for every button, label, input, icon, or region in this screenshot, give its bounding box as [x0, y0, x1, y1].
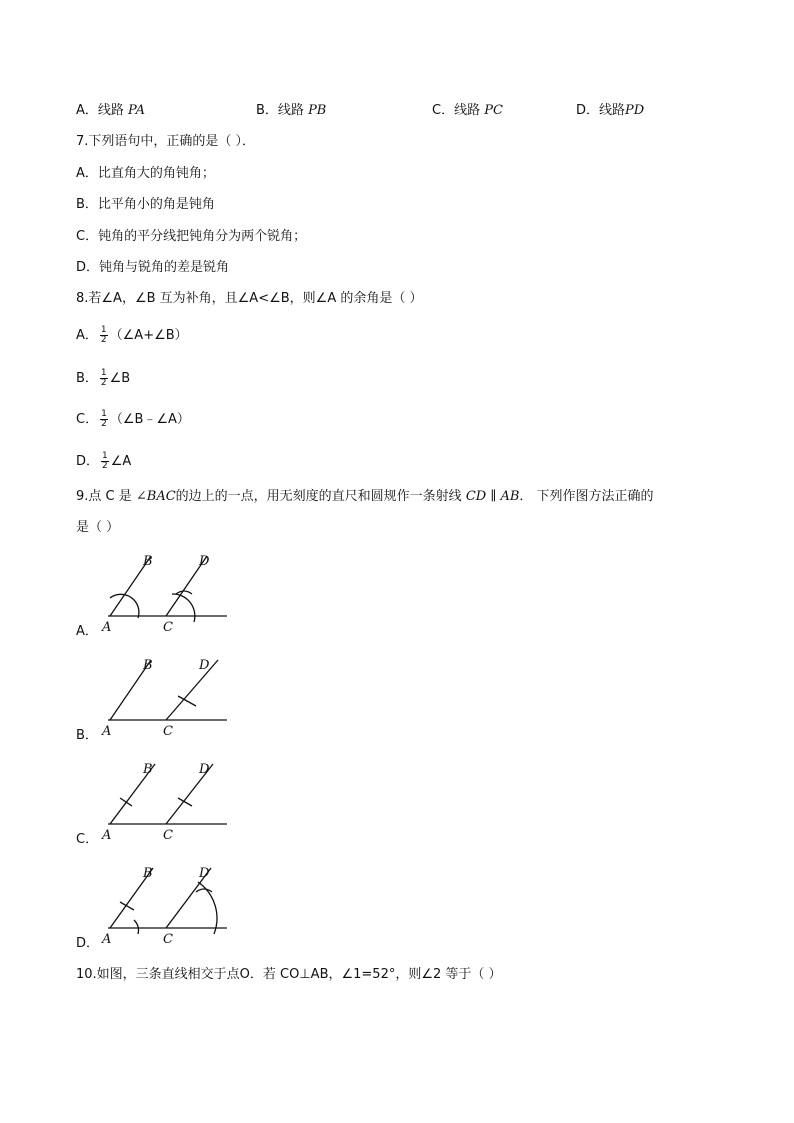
label-b: B [143, 866, 153, 881]
fraction-numerator: 1 [100, 325, 107, 335]
label-d: D [199, 658, 210, 673]
q6-option-d-letter: D． [576, 103, 600, 118]
q8-option-c-letter: C． [76, 412, 99, 427]
label-a: A [102, 932, 112, 947]
q8-option-b-fraction [100, 369, 108, 388]
label-b: B [143, 658, 153, 673]
q9-stem-line2: 是（ ） [76, 520, 120, 535]
q6-option-a [76, 102, 145, 120]
arc-mark-d [196, 889, 212, 892]
q6-option-d-math: PD [625, 103, 645, 118]
label-c: C [163, 724, 173, 739]
label-a: A [102, 828, 112, 843]
q7-option-a: A．比直角大的角钝角； [76, 166, 215, 181]
q6-option-d [576, 102, 644, 120]
q9-option-b-letter: B． [76, 728, 98, 743]
q9-figure-b [100, 654, 235, 739]
label-c: C [163, 828, 173, 843]
q9-option-d-letter: D． [76, 936, 100, 951]
q8-option-d-letter: D． [76, 454, 100, 469]
q9-figure-c [100, 758, 235, 843]
q9-stem-pre: 9.点 C 是 [76, 489, 136, 504]
q8-option-a-fraction [100, 326, 108, 345]
q6-option-a-text: 线路 [97, 103, 129, 118]
label-b: B [143, 554, 153, 569]
label-d: D [199, 866, 210, 881]
q8-option-d [76, 452, 131, 471]
q9-stem [76, 488, 654, 506]
q6-option-c [432, 102, 503, 120]
q10-stem: 10.如图，三条直线相交于点O．若 CO⊥AB，∠1=52°，则∠2 等于（ ） [76, 967, 502, 982]
q9-option-c-letter: C． [76, 832, 99, 847]
label-c: C [163, 620, 173, 635]
ray-cd [166, 660, 218, 720]
q8-option-b-expr: ∠B [109, 371, 131, 386]
q8-option-b-letter: B． [76, 371, 98, 386]
q8-option-b [76, 369, 130, 388]
q8-stem: 8.若∠A，∠B 互为补角，且∠A<∠B，则∠A 的余角是（ ） [76, 291, 423, 306]
q6-option-c-text: 线路 [454, 103, 485, 118]
fraction-numerator: 1 [100, 368, 107, 378]
q6-option-b-letter: B． [256, 103, 278, 118]
q9-figure-a [100, 550, 235, 635]
q9-figure-d [100, 862, 235, 947]
label-b: B [143, 762, 153, 777]
fraction-denominator: 2 [101, 419, 107, 429]
label-d: D [199, 762, 210, 777]
fraction-numerator: 1 [101, 409, 107, 419]
q7-option-b: B．比平角小的角是钝角 [76, 197, 215, 212]
q8-option-a [76, 326, 188, 345]
label-a: A [102, 724, 112, 739]
q9-stem-ray: CD ∥ AB [465, 489, 520, 504]
arc-at-c [172, 594, 195, 622]
arc-mark-c [176, 591, 192, 594]
q8-option-a-letter: A． [76, 328, 98, 343]
q8-option-c-fraction [100, 410, 108, 429]
q7-stem: 7.下列语句中，正确的是（ ）． [76, 134, 256, 149]
q8-option-c [76, 410, 190, 429]
fraction-denominator: 2 [102, 461, 108, 471]
fraction-denominator: 2 [100, 378, 107, 388]
q6-option-d-text: 线路 [599, 103, 626, 118]
q6-option-b-text: 线路 [277, 103, 309, 118]
q6-option-c-math: PC [484, 103, 503, 118]
q6-option-a-math: PA [128, 103, 145, 118]
q9-stem-mid: 的边上的一点，用无刻度的直尺和圆规作一条射线 [175, 489, 466, 504]
label-d: D [199, 554, 210, 569]
q8-option-d-expr: ∠A [110, 454, 132, 469]
q6-option-b-math: PB [308, 103, 327, 118]
q7-option-c: C．钝角的平分线把钝角分为两个锐角； [76, 229, 307, 244]
label-c: C [163, 932, 173, 947]
tick-mark-ab [120, 798, 132, 806]
tick-mark [178, 696, 196, 706]
q9-stem-angle: ∠BAC [135, 489, 176, 504]
arc-at-a [134, 920, 139, 934]
q9-option-a-letter: A． [76, 624, 98, 639]
q8-option-c-expr: （∠B﹣∠A） [109, 412, 190, 427]
q6-option-c-letter: C． [432, 103, 455, 118]
q8-option-d-fraction [101, 452, 109, 471]
q6-option-a-letter: A． [76, 103, 98, 118]
q8-option-a-expr: （∠A+∠B） [109, 328, 188, 343]
q9-stem-post: ． 下列作图方法正确的 [519, 489, 654, 504]
fraction-denominator: 2 [100, 335, 107, 345]
fraction-numerator: 1 [102, 451, 108, 461]
q6-option-b [256, 102, 326, 120]
arc-at-a [110, 594, 139, 618]
q7-option-d: D．钝角与锐角的差是锐角 [76, 260, 230, 275]
label-a: A [102, 620, 112, 635]
